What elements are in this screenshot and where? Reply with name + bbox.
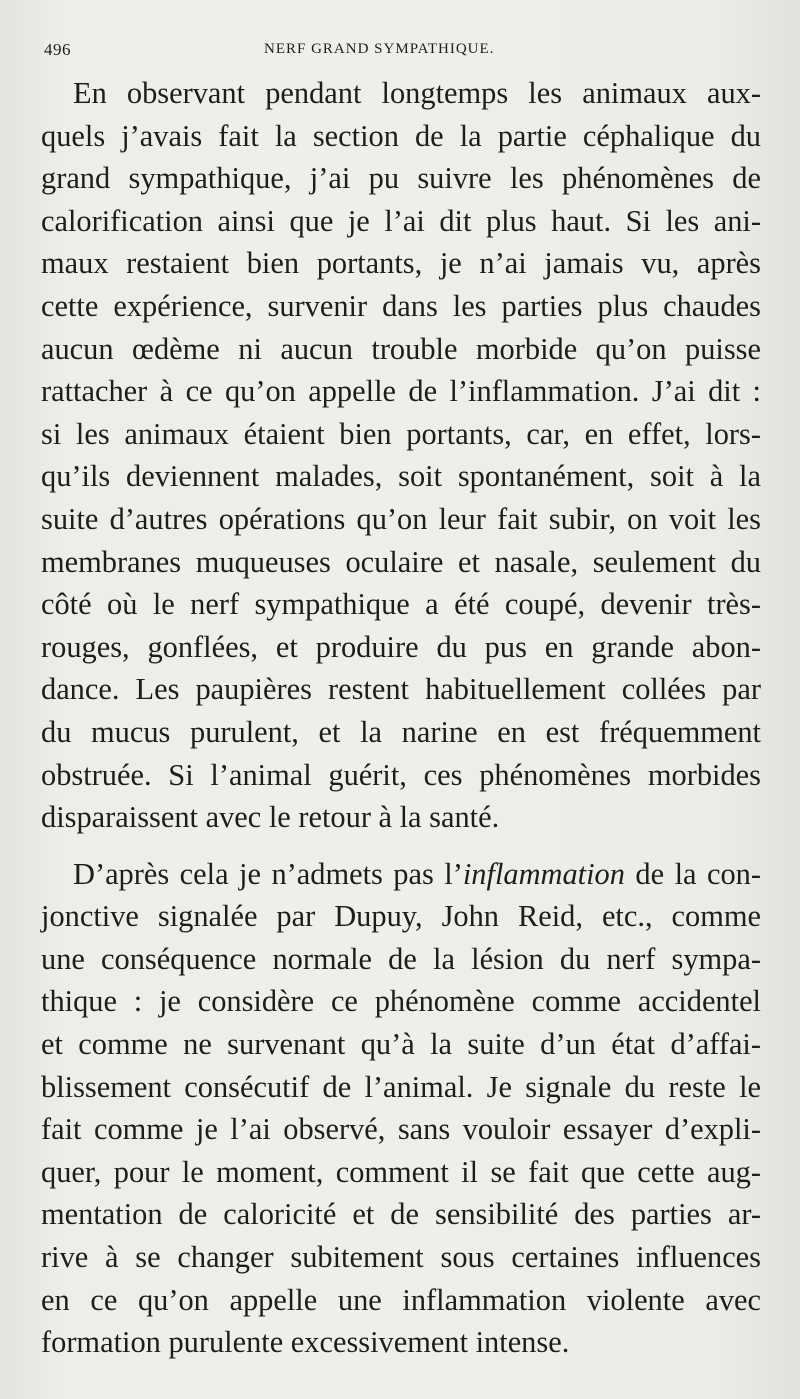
- text-line: suite d’autres opérations qu’on leur fait subir, on voit les: [41, 501, 761, 536]
- text-line: maux restaient bien portants, je n’ai jamais vu, après: [41, 246, 761, 281]
- text-line: en ce qu’on appelle une inflammation violente avec: [41, 1282, 761, 1317]
- text-line: si les animaux étaient bien portants, car, en effet, lors-: [41, 416, 761, 451]
- page-number: 496: [44, 40, 71, 59]
- text-line: côté où le nerf sympathique a été coupé, devenir très-: [41, 587, 761, 622]
- text-line: obstruée. Si l’animal guérit, ces phénomènes morbides: [41, 757, 761, 792]
- text-line: fait comme je l’ai observé, sans vouloir essayer d’expli-: [41, 1112, 761, 1147]
- text-line: blissement consécutif de l’animal. Je signale du reste le: [41, 1069, 761, 1104]
- page-header: [40, 38, 760, 64]
- text-run: D’après cela je n’admets pas l’: [73, 856, 463, 891]
- text-run: de la con-: [624, 856, 761, 891]
- text-line: rattacher à ce qu’on appelle de l’inflammation. J’ai dit :: [41, 374, 761, 409]
- text-line: aucun œdème ni aucun trouble morbide qu’on puisse: [41, 331, 761, 366]
- text-line: grand sympathique, j’ai pu suivre les phénomènes de: [41, 161, 761, 196]
- body-text: [41, 72, 761, 1364]
- text-line: jonctive signalée par Dupuy, John Reid, etc., comme: [41, 899, 761, 934]
- text-line: membranes muqueuses oculaire et nasale, seulement du: [41, 544, 761, 579]
- text-line: rouges, gonflées, et produire du pus en grande abon-: [41, 629, 761, 664]
- text-line: dance. Les paupières restent habituellement collées par: [41, 672, 761, 707]
- text-line: du mucus purulent, et la narine en est fréquemment: [41, 714, 761, 749]
- text-line: thique : je considère ce phénomène comme accidentel: [41, 984, 761, 1019]
- text-line: mentation de caloricité et de sensibilité des parties ar-: [41, 1197, 761, 1232]
- text-line: une conséquence normale de la lésion du nerf sympa-: [41, 941, 761, 976]
- paragraph-2: [41, 853, 761, 1364]
- text-line: disparaissent avec le retour à la santé.: [41, 800, 500, 835]
- text-line: formation purulente excessivement intense.: [41, 1325, 570, 1360]
- italic-term: inflammation: [462, 856, 625, 891]
- running-title: NERF GRAND SYMPATHIQUE.: [264, 41, 495, 57]
- text-line: qu’ils deviennent malades, soit spontanément, soit à la: [41, 459, 761, 494]
- paragraph-gap: [41, 839, 761, 853]
- text-line: quer, pour le moment, comment il se fait que cette aug-: [41, 1154, 761, 1189]
- paragraph-1: [41, 72, 761, 839]
- text-line: cette expérience, survenir dans les parties plus chaudes: [41, 288, 761, 323]
- text-line: [41, 853, 761, 896]
- text-line: calorification ainsi que je l’ai dit plus haut. Si les ani-: [41, 203, 761, 238]
- text-line: et comme ne survenant qu’à la suite d’un état d’affai-: [41, 1027, 761, 1062]
- text-line: En observant pendant longtemps les animaux aux-: [73, 76, 761, 110]
- text-line: quels j’avais fait la section de la partie céphalique du: [41, 118, 761, 153]
- text-line: rive à se changer subitement sous certaines influences: [41, 1240, 761, 1275]
